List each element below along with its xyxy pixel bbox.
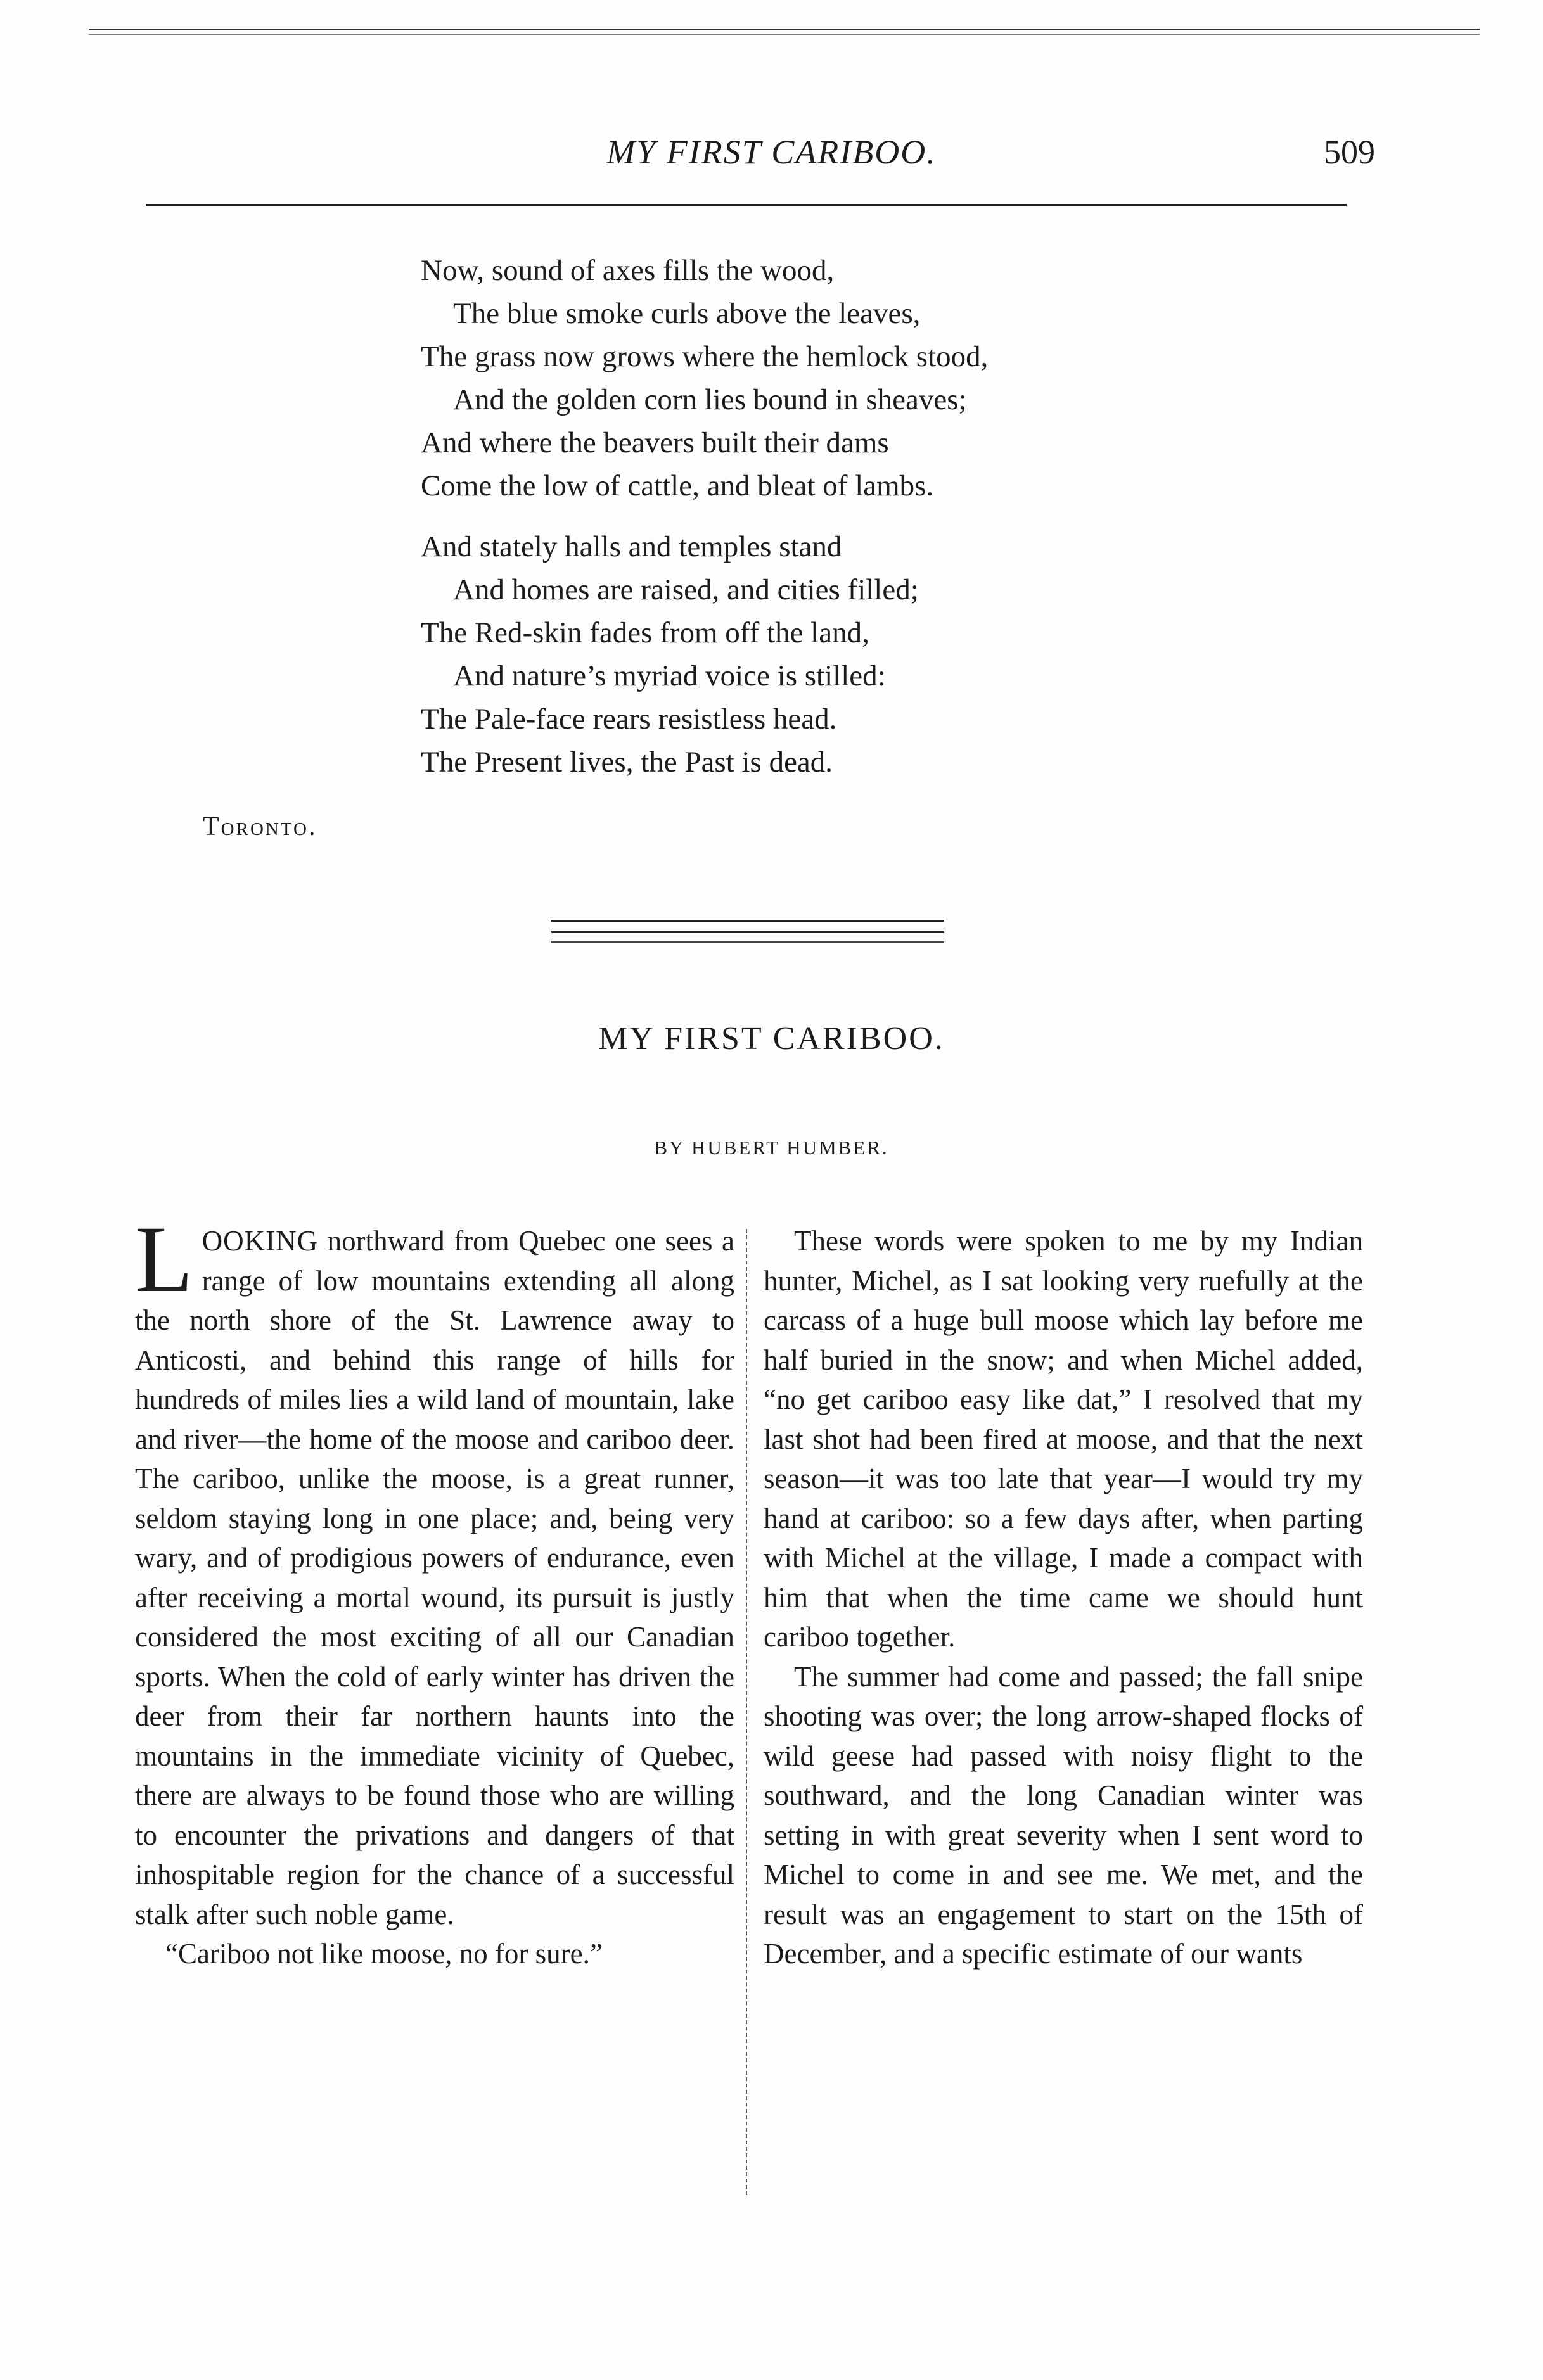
poem-stanza-2 — [421, 525, 1371, 784]
top-edge-rule — [89, 29, 1480, 30]
left-column — [135, 1207, 734, 1974]
header-rule — [146, 204, 1347, 206]
lead-in: OOKING — [202, 1225, 319, 1257]
column-divider — [746, 1229, 747, 2195]
article-byline: BY HUBERT HUMBER. — [654, 1136, 889, 1159]
poem-stanza-1 — [421, 249, 1371, 507]
section-separator-rule — [551, 941, 944, 943]
poem-line: The grass now grows where the hemlock stood, — [421, 340, 989, 373]
paragraph-text: northward from Quebec one sees a range of low mountains extending all along the north shore of the St. Lawrence away to Anticosti, and behind this range of hills for hundreds of miles lies a wild land of mountain, lake and river—the home of the moose and cariboo deer. The cariboo, unlike the moose, is a great runner, seldom staying long in one place; and, being very wary, and of prodigious powers of endurance, even after receiving a mortal wound, its pursuit is justly considered the most exciting of all our Canadian sports. When the cold of early winter has driven the deer from their far northern haunts into the mountains in the immediate vicinity of Quebec, there are always to be found those who are willing to encounter the privations and dangers of that inhospitable region for the chance of a successful stalk after such noble game. — [135, 1225, 734, 1930]
page-number: 509 — [1324, 133, 1375, 171]
drop-cap: L — [135, 1207, 193, 1312]
paragraph: The summer had come and passed; the fall snipe shooting was over; the long arrow-shaped flocks of wild geese had passed with noisy flight to the southward, and the long Canadian winter was setting in with great severity when I sent word to Michel to come in and see me. We met, and the result was an engagement to start on the 15th of December, and a specific estimate of our wants — [764, 1660, 1363, 1970]
section-separator-rule — [551, 931, 944, 933]
poem-line: And nature’s myriad voice is stilled: — [453, 659, 886, 692]
paragraph: “Cariboo not like moose, no for sure.” — [165, 1938, 603, 1970]
paragraph: These words were spoken to me by my Indian hunter, Michel, as I sat looking very ruefully at the carcass of a huge bull moose which lay before me half buried in the snow; and when Michel added, “no get cariboo easy like dat,” I resolved that my last shot had been fired at moose, and that the next season—it was too late that year—I would try my hand at cariboo: so a few days after, when parting with Michel at the village, I made a compact with him that when the time came we should hunt cariboo together. — [764, 1225, 1363, 1653]
poem-line: The Red-skin fades from off the land, — [421, 616, 869, 649]
poem-line: Now, sound of axes fills the wood, — [421, 254, 835, 287]
poem-signature: Toronto. — [203, 812, 317, 841]
top-edge-rule-thin — [89, 34, 1480, 35]
article-title: MY FIRST CARIBOO. — [598, 1021, 945, 1057]
poem-line: The Present lives, the Past is dead. — [421, 746, 833, 779]
paragraph — [135, 1207, 734, 1934]
poem-line: And homes are raised, and cities filled; — [453, 573, 919, 606]
right-column — [764, 1221, 1363, 1974]
poem-line: And stately halls and temples stand — [421, 530, 842, 563]
section-separator-rule — [551, 920, 944, 922]
poem-line: The Pale-face rears resistless head. — [421, 703, 837, 735]
poem-line: The blue smoke curls above the leaves, — [453, 297, 921, 330]
poem — [421, 249, 1371, 801]
running-title: MY FIRST CARIBOO. — [606, 133, 937, 171]
poem-line: Come the low of cattle, and bleat of lambs. — [421, 469, 934, 502]
poem-line: And the golden corn lies bound in sheaves; — [453, 383, 967, 416]
poem-line: And where the beavers built their dams — [421, 426, 889, 459]
